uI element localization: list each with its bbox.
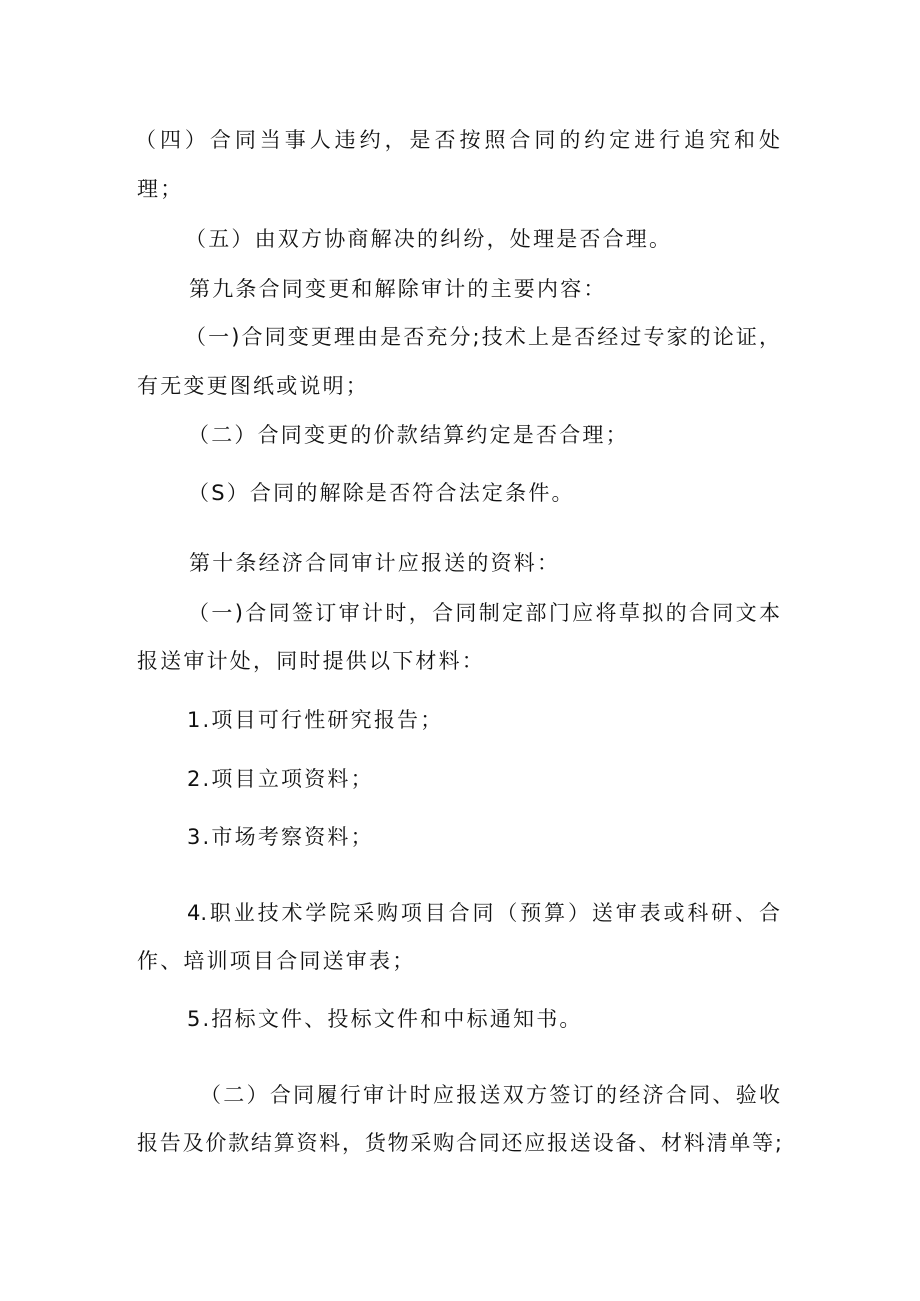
text-line: 报送审计处，同时提供以下材料： <box>137 649 485 673</box>
text-line: 有无变更图纸或说明； <box>137 374 369 398</box>
text-line: 报告及价款结算资料，货物采购合同还应报送设备、材料清单等; <box>137 1131 782 1155</box>
text-line: （一)合同签订审计时，合同制定部门应将草拟的合同文本 <box>188 601 780 625</box>
text-line: （S）合同的解除是否符合法定条件。 <box>188 481 575 505</box>
section-heading: 第九条合同变更和解除审计的主要内容： <box>189 277 607 301</box>
text-line: （二）合同变更的价款结算约定是否合理； <box>188 423 629 447</box>
section-heading: 第十条经济合同审计应报送的资料： <box>189 551 561 575</box>
text-line: 理； <box>137 177 184 201</box>
list-item: 4.职业技术学院采购项目合同（预算）送审表或科研、合 <box>187 901 780 925</box>
list-item: 作、培训项目合同送审表； <box>137 949 416 973</box>
list-item: 1.项目可行性研究报告； <box>187 708 444 732</box>
text-line: （一)合同变更理由是否充分;技术上是否经过专家的论证， <box>185 325 780 349</box>
text-line: （五）由双方协商解决的纠纷，处理是否合理。 <box>185 227 673 251</box>
text-line: （四）合同当事人违约，是否按照合同的约定进行追究和处 <box>135 128 780 152</box>
text-line: （二）合同履行审计时应报送双方签订的经济合同、验收 <box>200 1083 780 1107</box>
list-item: 2.项目立项资料； <box>187 767 374 791</box>
list-item: 5.招标文件、投标文件和中标通知书。 <box>187 1007 583 1031</box>
list-item: 3.市场考察资料； <box>187 825 374 849</box>
